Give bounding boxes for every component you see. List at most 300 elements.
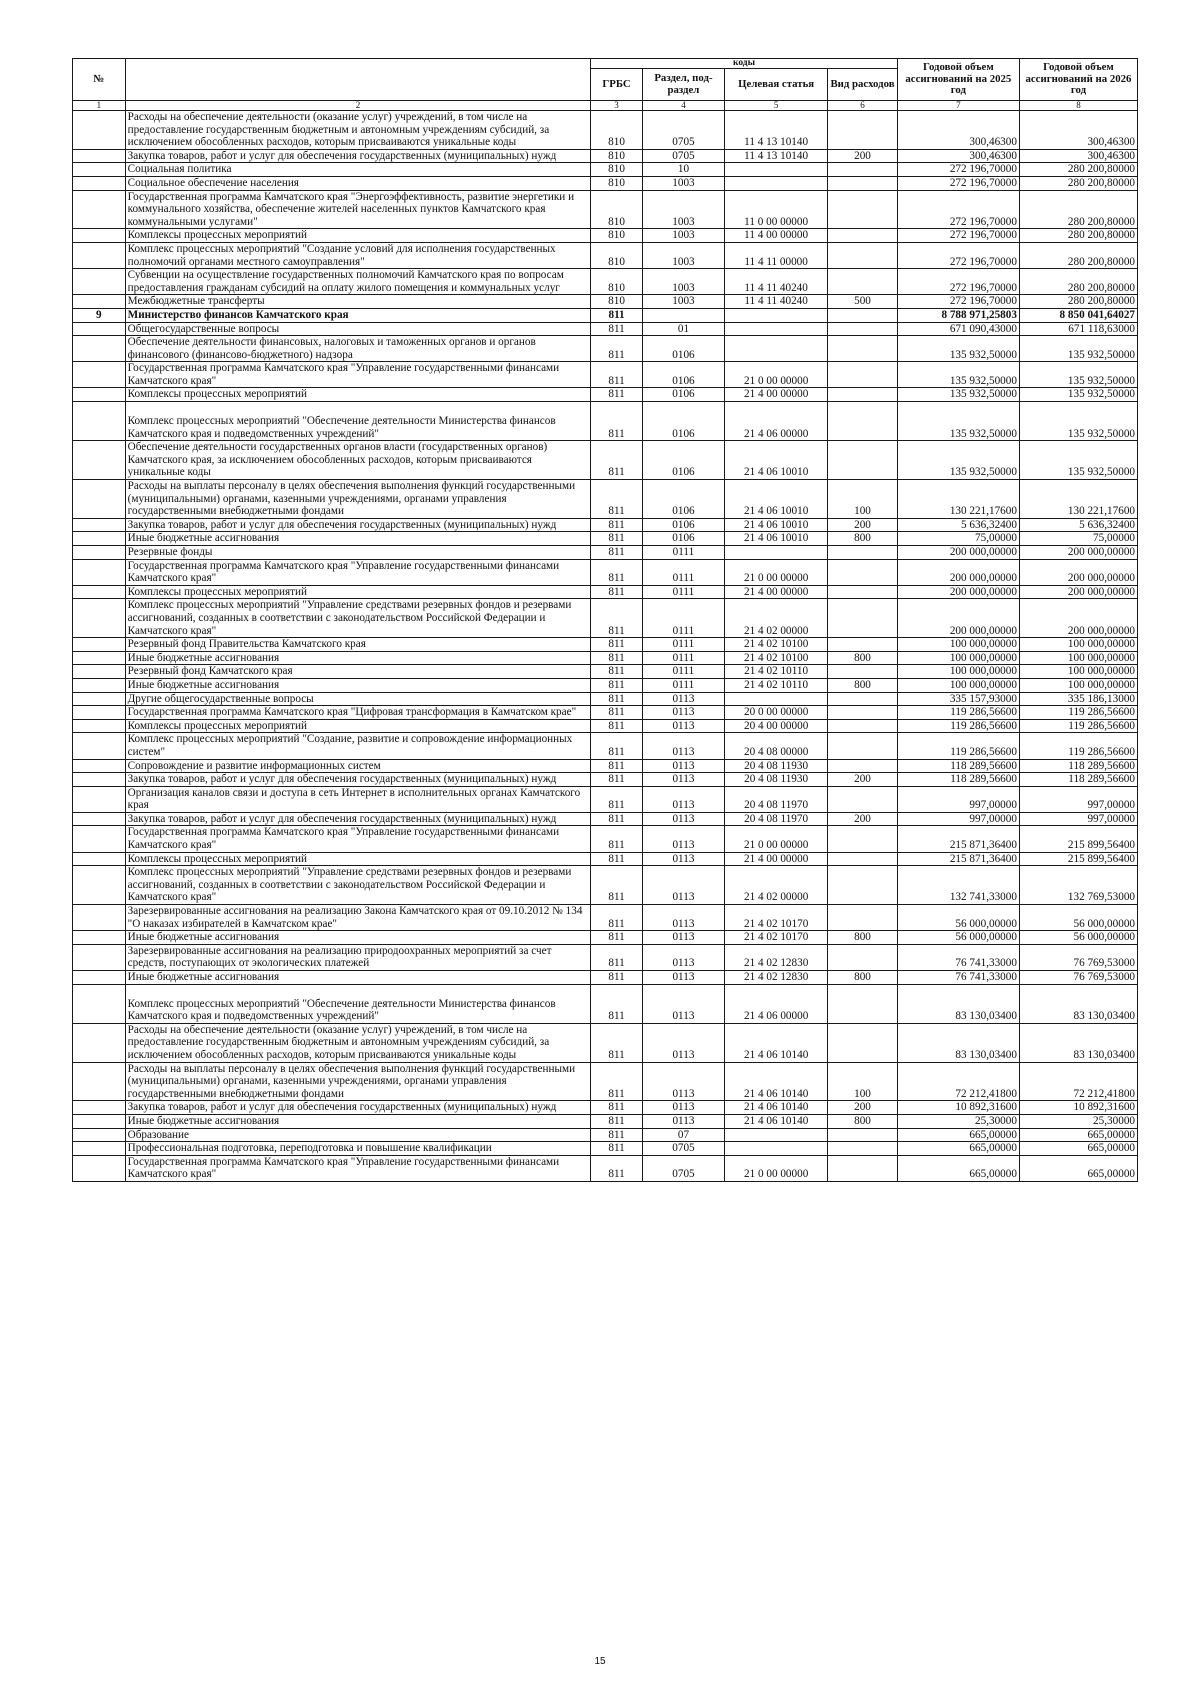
table-body [73, 111, 1138, 1182]
row-amount-2026: 75,00000 [1019, 532, 1137, 546]
row-grbs: 811 [591, 308, 643, 322]
row-target-article: 20 4 00 00000 [725, 719, 828, 733]
row-expense-type: 800 [828, 931, 898, 945]
header-name [125, 59, 591, 101]
row-grbs: 811 [591, 692, 643, 706]
row-grbs: 811 [591, 905, 643, 931]
row-grbs: 811 [591, 852, 643, 866]
row-number [73, 518, 126, 532]
row-grbs: 811 [591, 585, 643, 599]
row-number [73, 866, 126, 905]
table-header [73, 59, 1138, 111]
row-expense-type [828, 269, 898, 295]
row-grbs: 811 [591, 984, 643, 1023]
table-row [73, 866, 1138, 905]
row-amount-2026: 300,46300 [1019, 149, 1137, 163]
row-target-article: 21 0 00 00000 [725, 1155, 828, 1181]
row-name: Зарезервированные ассигнования на реализацию Закона Камчатского края от 09.10.2012 № 134 "О наказах избирателей в Камчатском крае" [125, 905, 591, 931]
row-target-article: 11 4 00 00000 [725, 229, 828, 243]
row-target-article: 21 0 00 00000 [725, 826, 828, 852]
row-amount-2026: 215 899,56400 [1019, 852, 1137, 866]
row-target-article: 11 4 11 40240 [725, 269, 828, 295]
row-expense-type: 200 [828, 812, 898, 826]
row-grbs: 811 [591, 322, 643, 336]
row-number [73, 242, 126, 268]
row-expense-type: 800 [828, 532, 898, 546]
row-number: 9 [73, 308, 126, 322]
row-name: Обеспечение деятельности финансовых, налоговых и таможенных органов и органов финансового (финансово-бюджетного) надзора [125, 336, 591, 362]
row-expense-type [828, 759, 898, 773]
row-razdel: 0113 [642, 786, 724, 812]
row-number [73, 826, 126, 852]
row-target-article: 21 4 06 10010 [725, 532, 828, 546]
table-row [73, 242, 1138, 268]
row-grbs: 811 [591, 518, 643, 532]
row-number [73, 336, 126, 362]
table-row [73, 1062, 1138, 1101]
row-target-article: 21 4 00 00000 [725, 852, 828, 866]
row-target-article: 21 4 06 00000 [725, 984, 828, 1023]
row-amount-2026: 130 221,17600 [1019, 480, 1137, 519]
row-razdel: 0111 [642, 585, 724, 599]
row-expense-type: 800 [828, 651, 898, 665]
row-number [73, 388, 126, 402]
table-row [73, 826, 1138, 852]
col-index: 3 [591, 101, 643, 111]
row-name: Организация каналов связи и доступа в сеть Интернет в исполнительных органах Камчатского края [125, 786, 591, 812]
row-expense-type [828, 599, 898, 638]
row-amount-2026: 200 000,00000 [1019, 585, 1137, 599]
row-grbs: 811 [591, 773, 643, 787]
row-razdel: 0113 [642, 866, 724, 905]
row-number [73, 176, 126, 190]
row-amount-2025: 56 000,00000 [897, 905, 1019, 931]
table-row [73, 585, 1138, 599]
row-target-article: 20 4 08 00000 [725, 733, 828, 759]
row-name: Социальное обеспечение населения [125, 176, 591, 190]
table-row [73, 665, 1138, 679]
row-name: Комплексы процессных мероприятий [125, 852, 591, 866]
col-index: 6 [828, 101, 898, 111]
row-target-article: 11 4 11 00000 [725, 242, 828, 268]
row-number [73, 665, 126, 679]
row-grbs: 811 [591, 441, 643, 480]
row-amount-2025: 135 932,50000 [897, 336, 1019, 362]
row-number [73, 719, 126, 733]
row-name: Расходы на выплаты персоналу в целях обеспечения выполнения функций государственными (муниципальными) органами, казенными учреждениями, органами управления государственными внебюджетными фондами [125, 1062, 591, 1101]
row-grbs: 811 [591, 665, 643, 679]
row-amount-2026: 997,00000 [1019, 812, 1137, 826]
row-expense-type: 200 [828, 149, 898, 163]
row-name: Закупка товаров, работ и услуг для обеспечения государственных (муниципальных) нужд [125, 518, 591, 532]
table-row [73, 1155, 1138, 1181]
row-number [73, 295, 126, 309]
budget-table [72, 58, 1138, 1182]
row-name: Государственная программа Камчатского края "Цифровая трансформация в Камчатском крае" [125, 706, 591, 720]
row-amount-2025: 72 212,41800 [897, 1062, 1019, 1101]
row-target-article: 21 4 06 10140 [725, 1062, 828, 1101]
table-row [73, 532, 1138, 546]
col-index: 2 [125, 101, 591, 111]
row-number [73, 759, 126, 773]
row-amount-2025: 272 196,70000 [897, 229, 1019, 243]
table-row [73, 759, 1138, 773]
row-target-article: 21 4 02 10110 [725, 665, 828, 679]
row-amount-2025: 215 871,36400 [897, 852, 1019, 866]
row-grbs: 811 [591, 546, 643, 560]
row-amount-2026: 119 286,56600 [1019, 719, 1137, 733]
row-razdel: 0106 [642, 441, 724, 480]
row-target-article: 21 4 02 10100 [725, 638, 828, 652]
row-grbs: 811 [591, 1155, 643, 1181]
row-grbs: 810 [591, 163, 643, 177]
row-grbs: 811 [591, 336, 643, 362]
row-razdel: 1003 [642, 190, 724, 229]
row-amount-2026: 132 769,53000 [1019, 866, 1137, 905]
row-amount-2026: 10 892,31600 [1019, 1101, 1137, 1115]
row-grbs: 811 [591, 719, 643, 733]
row-amount-2026: 280 200,80000 [1019, 295, 1137, 309]
table-row [73, 984, 1138, 1023]
row-target-article [725, 1142, 828, 1156]
row-grbs: 811 [591, 866, 643, 905]
row-amount-2025: 997,00000 [897, 786, 1019, 812]
table-row [73, 322, 1138, 336]
row-number [73, 111, 126, 150]
row-razdel: 0111 [642, 546, 724, 560]
row-amount-2026: 72 212,41800 [1019, 1062, 1137, 1101]
row-number [73, 971, 126, 985]
row-amount-2025: 56 000,00000 [897, 931, 1019, 945]
row-name: Иные бюджетные ассигнования [125, 971, 591, 985]
table-row [73, 518, 1138, 532]
row-target-article: 20 4 08 11970 [725, 812, 828, 826]
row-amount-2025: 665,00000 [897, 1142, 1019, 1156]
row-amount-2026: 135 932,50000 [1019, 388, 1137, 402]
row-grbs: 811 [591, 638, 643, 652]
row-amount-2026: 665,00000 [1019, 1155, 1137, 1181]
table-row [73, 719, 1138, 733]
row-name: Государственная программа Камчатского края "Управление государственными финансами Камчатского края" [125, 1155, 591, 1181]
header-celevaya: Целевая статья [725, 69, 828, 101]
row-amount-2025: 8 788 971,25803 [897, 308, 1019, 322]
row-amount-2025: 132 741,33000 [897, 866, 1019, 905]
row-target-article [725, 163, 828, 177]
row-target-article: 21 4 02 10170 [725, 905, 828, 931]
row-number [73, 706, 126, 720]
row-amount-2026: 335 186,13000 [1019, 692, 1137, 706]
row-amount-2025: 100 000,00000 [897, 678, 1019, 692]
row-grbs: 811 [591, 706, 643, 720]
row-name: Другие общегосударственные вопросы [125, 692, 591, 706]
row-number [73, 984, 126, 1023]
row-amount-2025: 272 196,70000 [897, 176, 1019, 190]
row-expense-type [828, 585, 898, 599]
row-expense-type: 800 [828, 1114, 898, 1128]
row-razdel: 0106 [642, 402, 724, 441]
row-amount-2026: 671 118,63000 [1019, 322, 1137, 336]
row-number [73, 190, 126, 229]
row-grbs: 811 [591, 480, 643, 519]
row-amount-2025: 200 000,00000 [897, 559, 1019, 585]
row-razdel: 0113 [642, 931, 724, 945]
row-razdel: 0111 [642, 678, 724, 692]
row-number [73, 678, 126, 692]
budget-sheet [72, 58, 1138, 1182]
row-number [73, 362, 126, 388]
row-expense-type [828, 692, 898, 706]
row-amount-2025: 5 636,32400 [897, 518, 1019, 532]
row-number [73, 1062, 126, 1101]
row-target-article: 21 4 06 10140 [725, 1101, 828, 1115]
row-target-article: 21 4 02 12830 [725, 971, 828, 985]
row-amount-2026: 280 200,80000 [1019, 242, 1137, 268]
row-expense-type [828, 826, 898, 852]
row-amount-2026: 119 286,56600 [1019, 733, 1137, 759]
row-expense-type [828, 559, 898, 585]
row-target-article: 21 4 06 10010 [725, 518, 828, 532]
row-amount-2026: 100 000,00000 [1019, 651, 1137, 665]
row-amount-2025: 215 871,36400 [897, 826, 1019, 852]
row-expense-type [828, 665, 898, 679]
header-grbs: ГРБС [591, 69, 643, 101]
page-number: 15 [594, 1656, 606, 1667]
table-row [73, 1142, 1138, 1156]
row-name: Комплекс процессных мероприятий "Создание условий для исполнения государственных полномочий органами местного самоуправления" [125, 242, 591, 268]
row-number [73, 905, 126, 931]
row-expense-type [828, 1142, 898, 1156]
table-row [73, 190, 1138, 229]
row-name: Иные бюджетные ассигнования [125, 1114, 591, 1128]
row-expense-type [828, 638, 898, 652]
row-name: Комплекс процессных мероприятий "Обеспечение деятельности Министерства финансов Камчатского края и подведомственных учреждений" [125, 984, 591, 1023]
row-number [73, 1023, 126, 1062]
row-expense-type [828, 163, 898, 177]
row-expense-type [828, 441, 898, 480]
row-amount-2026: 25,30000 [1019, 1114, 1137, 1128]
row-grbs: 810 [591, 269, 643, 295]
table-row [73, 149, 1138, 163]
header-no: № [73, 59, 126, 101]
row-name: Государственная программа Камчатского края "Энергоэффективность, развитие энергетики и коммунального хозяйства, обеспечение жителей населенных пунктов Камчатского края коммунальными услугами" [125, 190, 591, 229]
table-row [73, 388, 1138, 402]
col-index: 4 [642, 101, 724, 111]
row-target-article: 21 4 02 12830 [725, 944, 828, 970]
header-razdel: Раздел, под-раздел [642, 69, 724, 101]
row-razdel: 0113 [642, 1114, 724, 1128]
row-number [73, 1128, 126, 1142]
row-expense-type [828, 336, 898, 362]
row-name: Иные бюджетные ассигнования [125, 651, 591, 665]
row-grbs: 811 [591, 733, 643, 759]
row-amount-2026: 200 000,00000 [1019, 546, 1137, 560]
row-amount-2026: 118 289,56600 [1019, 773, 1137, 787]
row-amount-2026: 118 289,56600 [1019, 759, 1137, 773]
row-razdel: 0705 [642, 111, 724, 150]
row-name: Резервные фонды [125, 546, 591, 560]
row-number [73, 163, 126, 177]
row-amount-2025: 119 286,56600 [897, 719, 1019, 733]
row-number [73, 638, 126, 652]
row-expense-type [828, 190, 898, 229]
row-name: Образование [125, 1128, 591, 1142]
row-name: Комплексы процессных мероприятий [125, 585, 591, 599]
row-razdel: 0113 [642, 773, 724, 787]
table-row [73, 852, 1138, 866]
row-amount-2025: 300,46300 [897, 111, 1019, 150]
row-razdel: 0106 [642, 518, 724, 532]
row-expense-type [828, 706, 898, 720]
row-amount-2025: 300,46300 [897, 149, 1019, 163]
row-target-article [725, 176, 828, 190]
row-amount-2025: 119 286,56600 [897, 706, 1019, 720]
row-amount-2025: 118 289,56600 [897, 773, 1019, 787]
row-amount-2026: 280 200,80000 [1019, 176, 1137, 190]
row-number [73, 599, 126, 638]
table-row [73, 402, 1138, 441]
row-grbs: 811 [591, 944, 643, 970]
row-grbs: 811 [591, 402, 643, 441]
row-name: Комплекс процессных мероприятий "Управление средствами резервных фондов и резервами ассигнований, созданных в соответствии с законодательством Российской Федерации и Камчатского края" [125, 866, 591, 905]
row-grbs: 811 [591, 599, 643, 638]
row-amount-2026: 76 769,53000 [1019, 944, 1137, 970]
row-amount-2025: 997,00000 [897, 812, 1019, 826]
row-expense-type: 200 [828, 1101, 898, 1115]
row-amount-2026: 135 932,50000 [1019, 362, 1137, 388]
row-name: Обеспечение деятельности государственных органов власти (государственных органов) Камчатского края, за исключением обособленных расходов, которым присваиваются уникальные коды [125, 441, 591, 480]
row-expense-type [828, 402, 898, 441]
table-row [73, 905, 1138, 931]
row-razdel: 0705 [642, 1142, 724, 1156]
row-grbs: 811 [591, 1142, 643, 1156]
row-amount-2025: 665,00000 [897, 1128, 1019, 1142]
row-amount-2025: 119 286,56600 [897, 733, 1019, 759]
row-target-article: 20 0 00 00000 [725, 706, 828, 720]
row-number [73, 733, 126, 759]
table-row [73, 599, 1138, 638]
row-number [73, 532, 126, 546]
row-name: Сопровождение и развитие информационных систем [125, 759, 591, 773]
row-amount-2026: 5 636,32400 [1019, 518, 1137, 532]
row-target-article: 21 4 02 10100 [725, 651, 828, 665]
row-grbs: 811 [591, 971, 643, 985]
row-grbs: 811 [591, 532, 643, 546]
row-name: Расходы на обеспечение деятельности (оказание услуг) учреждений, в том числе на предоставление государственным бюджетным и автономным учреждениям субсидий, за исключением обособленных расходов, которым присваиваются уникальные коды [125, 1023, 591, 1062]
table-row [73, 706, 1138, 720]
row-number [73, 1114, 126, 1128]
row-name: Комплексы процессных мероприятий [125, 719, 591, 733]
row-amount-2025: 130 221,17600 [897, 480, 1019, 519]
row-grbs: 811 [591, 1114, 643, 1128]
row-target-article: 21 4 06 10010 [725, 480, 828, 519]
row-name: Закупка товаров, работ и услуг для обеспечения государственных (муниципальных) нужд [125, 1101, 591, 1115]
table-row [73, 1023, 1138, 1062]
row-razdel: 0111 [642, 559, 724, 585]
table-row [73, 546, 1138, 560]
row-target-article: 11 4 13 10140 [725, 149, 828, 163]
row-name: Государственная программа Камчатского края "Управление государственными финансами Камчатского края" [125, 826, 591, 852]
row-grbs: 810 [591, 149, 643, 163]
row-amount-2026: 665,00000 [1019, 1128, 1137, 1142]
row-grbs: 811 [591, 362, 643, 388]
row-target-article: 21 4 02 10110 [725, 678, 828, 692]
row-target-article: 11 0 00 00000 [725, 190, 828, 229]
table-row [73, 692, 1138, 706]
row-number [73, 1101, 126, 1115]
row-grbs: 810 [591, 295, 643, 309]
row-grbs: 811 [591, 826, 643, 852]
row-razdel: 07 [642, 1128, 724, 1142]
row-razdel: 0113 [642, 852, 724, 866]
col-index: 7 [897, 101, 1019, 111]
row-name: Субвенции на осуществление государственных полномочий Камчатского края по вопросам предоставления гражданам субсидий на оплату жилого помещения и коммунальных услуг [125, 269, 591, 295]
header-2026: Годовой объем ассигнований на 2026 год [1019, 59, 1137, 101]
row-grbs: 811 [591, 1062, 643, 1101]
row-amount-2025: 272 196,70000 [897, 163, 1019, 177]
row-expense-type [828, 111, 898, 150]
row-number [73, 149, 126, 163]
row-target-article: 21 4 02 10170 [725, 931, 828, 945]
row-amount-2026: 200 000,00000 [1019, 559, 1137, 585]
row-amount-2025: 135 932,50000 [897, 402, 1019, 441]
row-number [73, 944, 126, 970]
row-razdel: 0106 [642, 480, 724, 519]
row-target-article: 21 0 00 00000 [725, 362, 828, 388]
table-row [73, 295, 1138, 309]
row-name: Общегосударственные вопросы [125, 322, 591, 336]
row-amount-2025: 200 000,00000 [897, 546, 1019, 560]
row-amount-2026: 135 932,50000 [1019, 402, 1137, 441]
row-grbs: 810 [591, 242, 643, 268]
row-razdel: 0113 [642, 1062, 724, 1101]
row-amount-2026: 200 000,00000 [1019, 599, 1137, 638]
row-number [73, 269, 126, 295]
row-amount-2026: 300,46300 [1019, 111, 1137, 150]
row-expense-type [828, 1155, 898, 1181]
row-expense-type [828, 905, 898, 931]
row-expense-type [828, 852, 898, 866]
row-grbs: 810 [591, 229, 643, 243]
row-amount-2025: 76 741,33000 [897, 944, 1019, 970]
row-name: Иные бюджетные ассигнования [125, 678, 591, 692]
row-razdel: 1003 [642, 242, 724, 268]
row-number [73, 480, 126, 519]
row-expense-type [828, 733, 898, 759]
row-amount-2026: 56 000,00000 [1019, 905, 1137, 931]
row-target-article: 11 4 13 10140 [725, 111, 828, 150]
row-number [73, 852, 126, 866]
row-grbs: 811 [591, 1023, 643, 1062]
row-number [73, 651, 126, 665]
table-row [73, 733, 1138, 759]
row-target-article: 20 4 08 11970 [725, 786, 828, 812]
row-name: Закупка товаров, работ и услуг для обеспечения государственных (муниципальных) нужд [125, 773, 591, 787]
row-grbs: 811 [591, 931, 643, 945]
table-row [73, 111, 1138, 150]
table-row [73, 441, 1138, 480]
row-amount-2025: 75,00000 [897, 532, 1019, 546]
row-name: Закупка товаров, работ и услуг для обеспечения государственных (муниципальных) нужд [125, 149, 591, 163]
row-razdel: 0113 [642, 719, 724, 733]
row-amount-2025: 135 932,50000 [897, 388, 1019, 402]
row-amount-2026: 56 000,00000 [1019, 931, 1137, 945]
row-razdel: 0111 [642, 665, 724, 679]
row-name: Резервный фонд Правительства Камчатского края [125, 638, 591, 652]
table-row [73, 176, 1138, 190]
row-amount-2025: 272 196,70000 [897, 269, 1019, 295]
row-expense-type [828, 984, 898, 1023]
row-razdel: 0111 [642, 651, 724, 665]
